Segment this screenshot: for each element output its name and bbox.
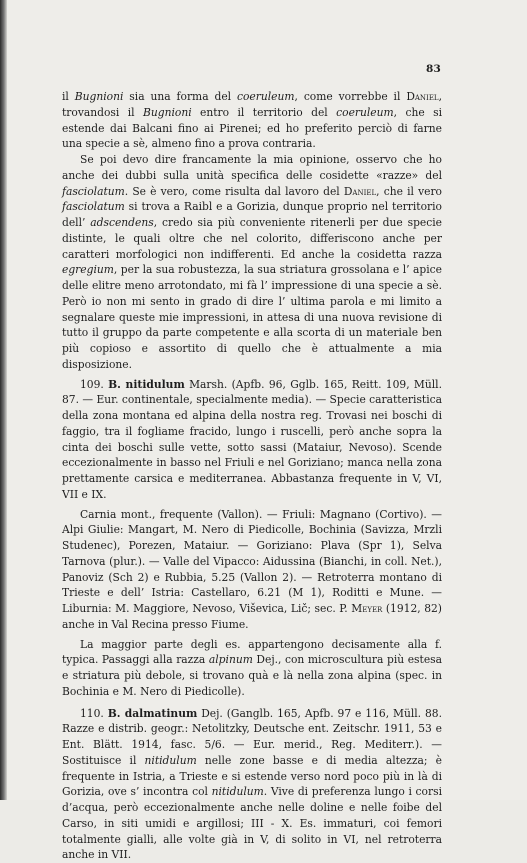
author-name: Meyer (351, 602, 382, 615)
species-name: B. nitidulum (108, 378, 185, 391)
text-run: , che si estende dai Balcani fino ai Pirenei; ed ho preferito perciò di farne una specie a sè, almeno fino a prova contraria. (62, 106, 442, 151)
text-run: sia una forma del (123, 90, 237, 103)
paragraph-typica-alpinum (62, 637, 442, 700)
text-run: La maggior parte degli es. appartengono decisamente alla f. typica. Passaggi alla razza (62, 638, 442, 667)
text-run: Marsh. (Apfb. 96, Gglb. 165, Reitt. 109, Müll. 87. — Eur. continentale, specialmente media). — Specie caratteristica della zona montana ed alpina della nostra reg. Trovasi nei boschi di faggio, tra il fogliame fracido, lungo i ruscelli, però anche sopra la cinta dei boschi sulle vette, sotto sassi (Mataiur, Nevoso). Scende eccezionalmente in basso nel Friuli e nel Goriziano; manca nella zona prettamente carsica e mediterranea. Abbastanza frequente in V, VI, VII e IX. (62, 378, 442, 501)
text-run: 109. (80, 378, 108, 391)
text-run: Se poi devo dire francamente la mia opinione, osservo che ho anche dei dubbi sulla unità specifica delle cosidette «razze» del (62, 153, 442, 182)
italic-term: alpinum (209, 653, 253, 666)
italic-term: Bugnioni (143, 106, 192, 119)
text-run: (1912, 82) anche in Val Recina presso Fiume. (62, 602, 442, 631)
author-name: Daniel (344, 185, 376, 198)
body-text (62, 89, 442, 863)
paragraph-opinion (62, 152, 442, 373)
author-name: Daniel (406, 90, 438, 103)
text-run: , come vorrebbe il (295, 90, 407, 103)
species-entry-110-dalmatinum (62, 706, 442, 863)
text-run: Dej., con microscultura più estesa e striatura più debole, si trovano quà e là nella zona alpina (spec. in Bochinia e M. Nero di Piedicolle). (62, 653, 442, 698)
italic-term: nitidulum (212, 785, 264, 798)
italic-term: coeruleum (336, 106, 394, 119)
italic-term: egregium (62, 263, 114, 276)
text-run: , per la sua robustezza, la sua striatura grossolana e l’ apice delle elitre meno arrotondato, mi fà l’ impressione di una specie a sè. Però io non mi sento in grado di dire l’ ultima parola e mi limito a segnalare queste mie impressioni, in attesa di una nuova revisione di tutto il gruppo da parte competente e alla scorta di un materiale ben più copioso e assortito di quello che è attualmente a mia disposizione. (62, 263, 442, 371)
text-run: . Se è vero, come risulta dal lavoro del (125, 185, 344, 198)
text-run: 110. (80, 707, 108, 720)
italic-term: fasciolatum (62, 185, 125, 198)
text-run: entro il territorio del (192, 106, 337, 119)
page-number: 83 (426, 63, 441, 75)
italic-term: coeruleum (237, 90, 295, 103)
italic-term: nitidulum (145, 754, 197, 767)
species-name: B. dalmatinum (108, 707, 198, 720)
text-run: . Vive di preferenza lungo i corsi d’acqua, però eccezionalmente anche nelle doline e nelle foibe del Carso, in siti umidi e argillosi; III - X. Es. immaturi, coi femori totalmente gialli, alle volte già in V, di solito in VI, nel retroterra anche in VII. (62, 785, 442, 861)
paragraph-bugnioni (62, 89, 442, 152)
text-run: nelle zone basse e di media altezza; è frequente in Istria, a Trieste e si estende verso nord poco più in là di Gorizia, ove s’ incontra col (62, 754, 442, 799)
text-run: il (62, 90, 75, 103)
text-run: , che il vero (376, 185, 442, 198)
text-run: si trova a Raibl e a Gorizia, dunque proprio nel territorio dell’ (62, 200, 442, 229)
text-run: Carnia mont., frequente (Vallon). — Friuli: Magnano (Cortivo). — Alpi Giulie: Mangart, M. Nero di Piedicolle, Bochinia (Savizza, Mrzli Studenec), Porezen, Mataiur. — Goriziano: Plava (Spr 1), Selva Tarnova (plur.). — Valle del Vipacco: Aidussina (Bianchi, in coll. Net.), Panoviz (Sch 2) e Rubbia, 5.25 (Vallon 2). — Retroterra montano di Trieste e dell’ Istria: Castellaro, 6.21 (M 1), Roditti e Mune. — Liburnia: M. Maggiore, Nevoso, Viševica, Lič; sec. P. (62, 508, 442, 616)
italic-term: fasciolatum (62, 200, 125, 213)
species-entry-109-nitidulum (62, 377, 442, 503)
text-run: Dej. (Ganglb. 165, Apfb. 97 e 116, Müll. 88. Razze e distrib. geogr.: Netolitzky, Deutsche ent. Zeitschr. 1911, 53 e Ent. Blätt. 1914, fasc. 5/6. — Eur. merid., Reg. Mediterr.). — Sostituisce il (62, 707, 442, 767)
localities-nitidulum (62, 507, 442, 633)
text-run: , trovandosi il (62, 90, 442, 119)
italic-term: Bugnioni (75, 90, 124, 103)
italic-term: adscendens (90, 216, 153, 229)
text-run: , credo sia più conveniente ritenerli per due specie distinte, le quali oltre che nel colorito, differiscono anche per caratteri morfologici non indifferenti. Ed anche la cosidetta razza (62, 216, 442, 261)
